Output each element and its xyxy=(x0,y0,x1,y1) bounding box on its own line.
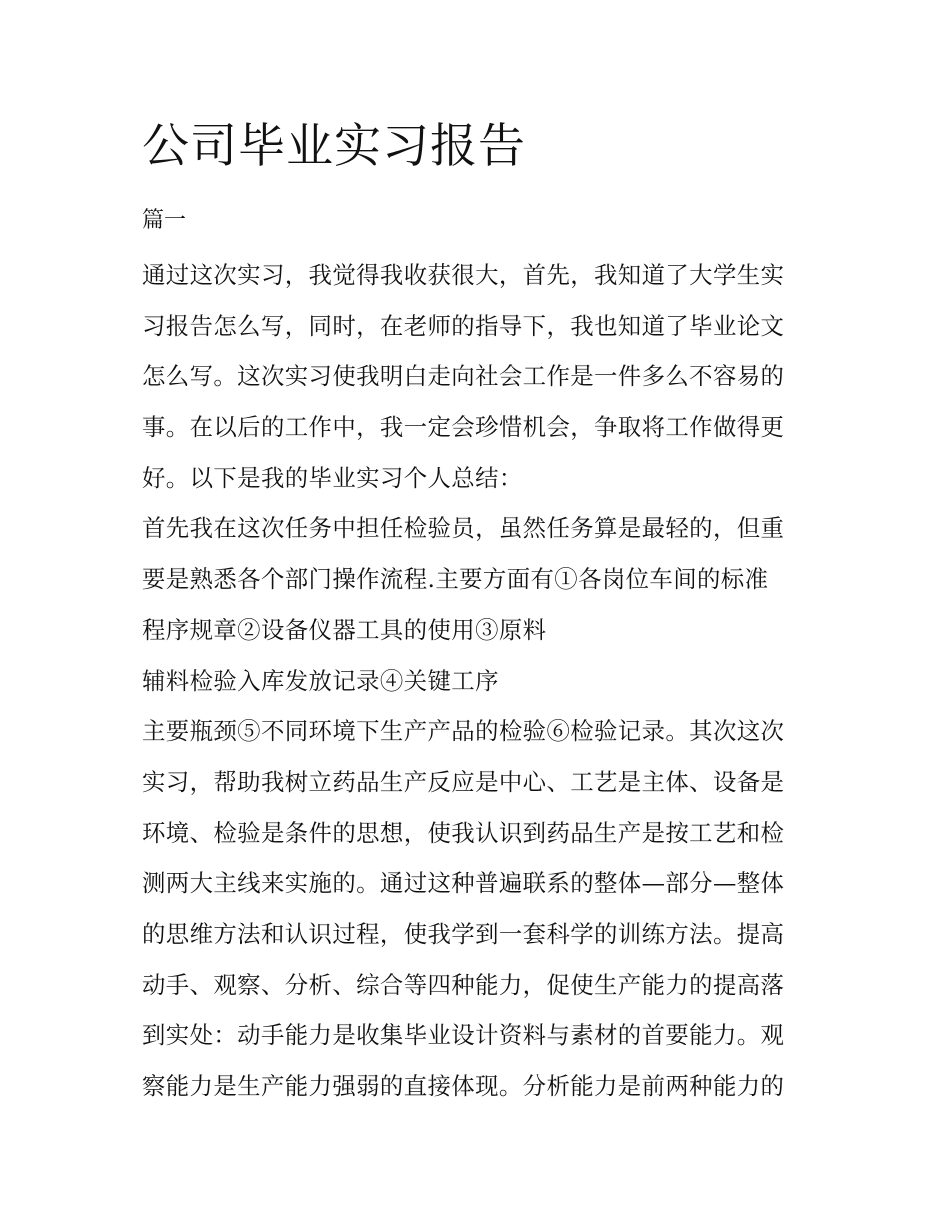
text-line-5: 好。以下是我的毕业实习个人总结： xyxy=(142,463,523,492)
text-line-7: 要是熟悉各个部门操作流程.主要方面有①各岗位车间的标准 xyxy=(142,565,769,594)
document-body xyxy=(142,112,814,1112)
text-line-16: 到实处：动手能力是收集毕业设计资料与素材的首要能力。观 xyxy=(142,1021,785,1050)
text-line-10: 主要瓶颈⑤不同环境下生产产品的检验⑥检验记录。其次这次 xyxy=(142,717,785,746)
text-line-4: 事。在以后的工作中，我一定会珍惜机会，争取将工作做得更 xyxy=(142,413,785,442)
section-label: 篇一 xyxy=(142,208,187,233)
text-line-6: 首先我在这次任务中担任检验员，虽然任务算是最轻的，但重 xyxy=(142,514,785,543)
text-line-12: 环境、检验是条件的思想，使我认识到药品生产是按工艺和检 xyxy=(142,818,785,847)
text-line-8: 程序规章②设备仪器工具的使用③原料 xyxy=(142,615,547,644)
document-title: 公司毕业实习报告 xyxy=(142,119,526,174)
text-line-15: 动手、观察、分析、综合等四种能力，促使生产能力的提高落 xyxy=(142,970,785,999)
text-line-2: 习报告怎么写，同时，在老师的指导下，我也知道了毕业论文 xyxy=(142,311,785,340)
text-line-9: 辅料检验入库发放记录④关键工序 xyxy=(142,666,499,695)
text-line-1: 通过这次实习，我觉得我收获很大，首先，我知道了大学生实 xyxy=(142,261,785,289)
text-line-17: 察能力是生产能力强弱的直接体现。分析能力是前两种能力的 xyxy=(142,1072,785,1100)
text-line-3: 怎么写。这次实习使我明白走向社会工作是一件多么不容易的 xyxy=(142,362,785,391)
text-line-11: 实习，帮助我树立药品生产反应是中心、工艺是主体、设备是 xyxy=(142,767,785,796)
text-line-14: 的思维方法和认识过程，使我学到一套科学的训练方法。提高 xyxy=(142,919,785,948)
text-line-13: 测两大主线来实施的。通过这种普遍联系的整体—部分—整体 xyxy=(142,869,785,898)
